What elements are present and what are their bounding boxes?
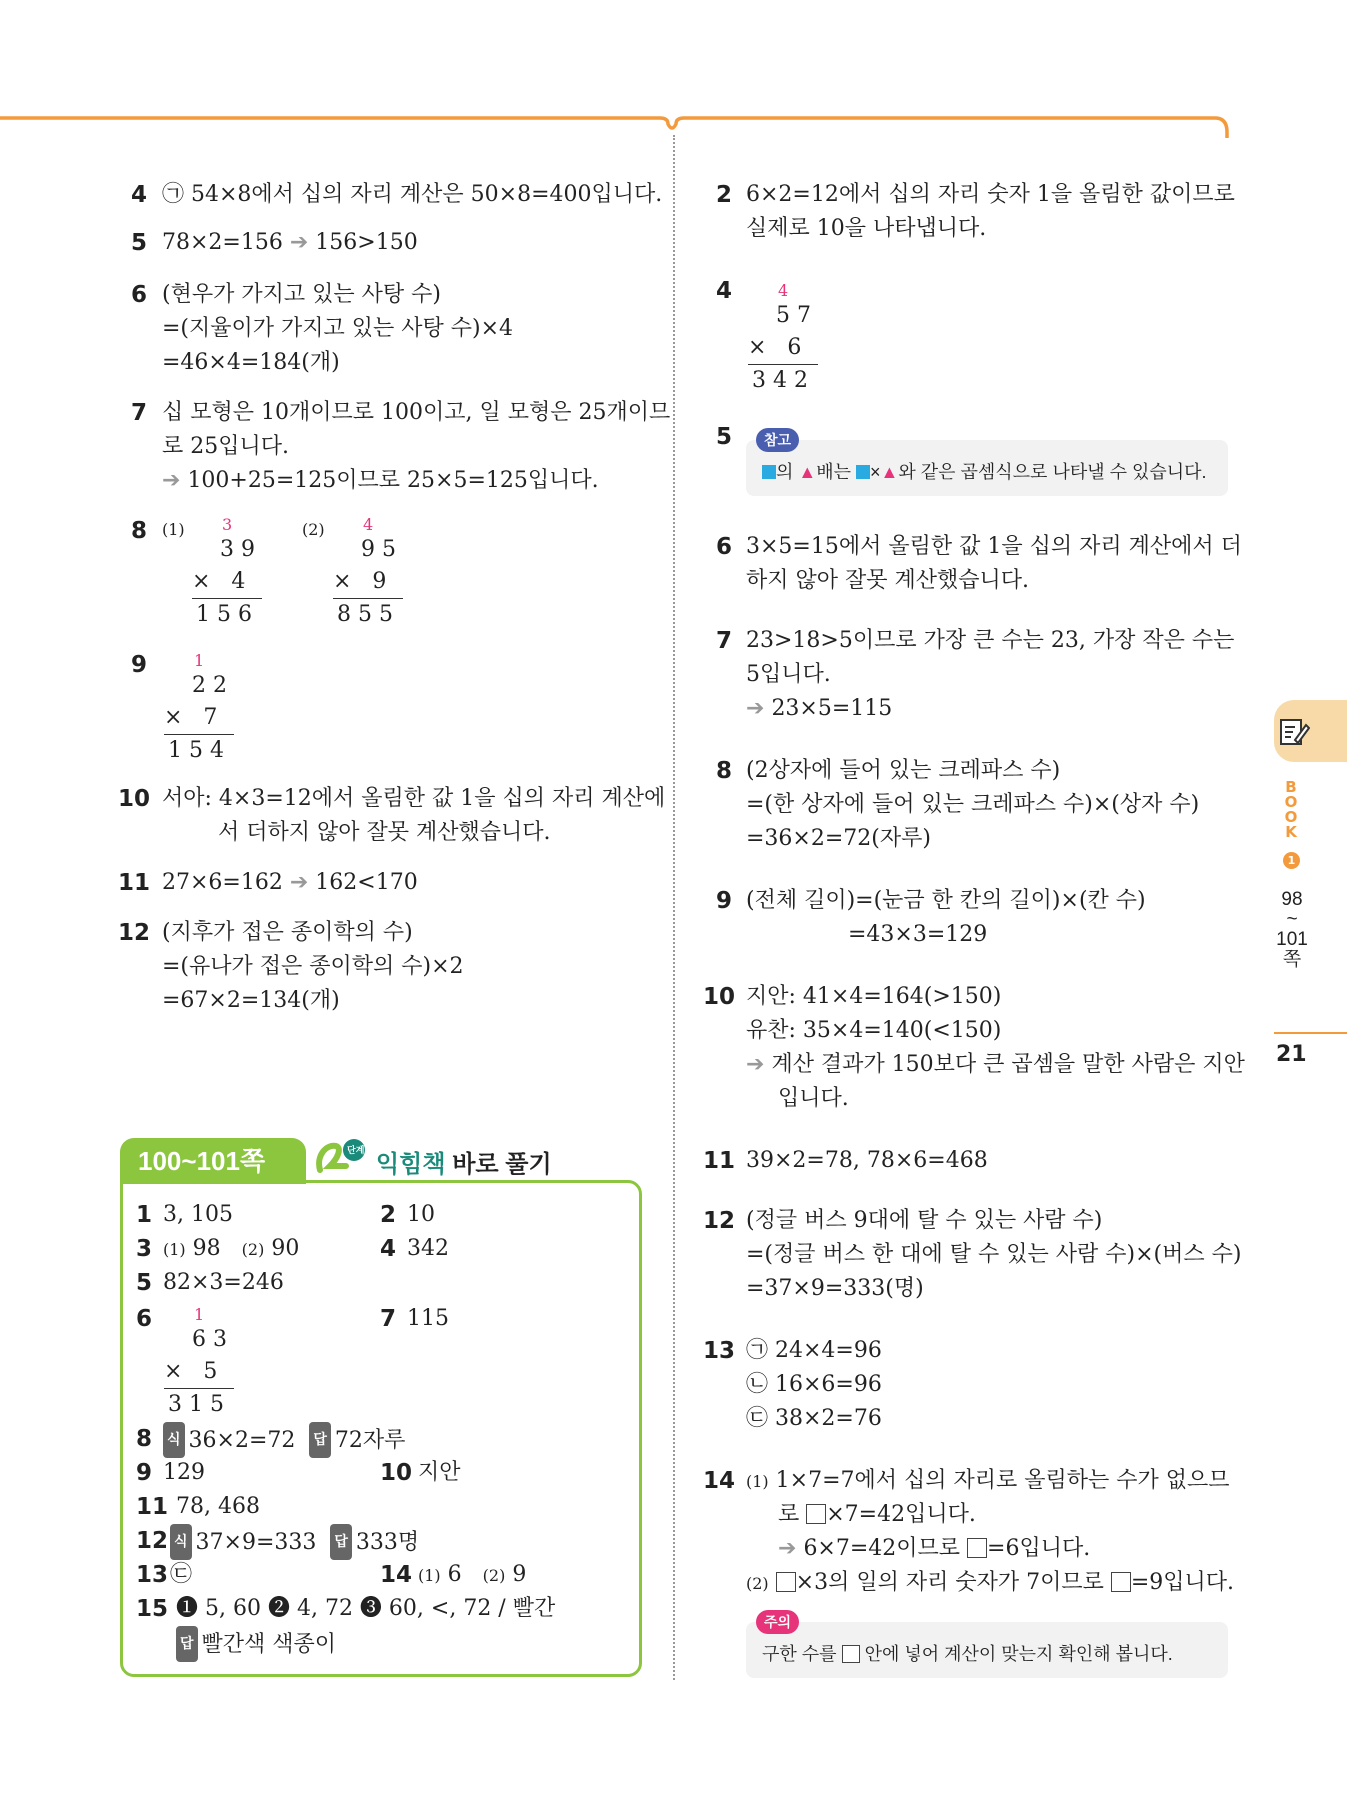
a15-answer (176, 1626, 336, 1662)
r8-line2: =(한 상자에 들어 있는 크레파스 수)×(상자 수) (746, 792, 1200, 817)
formula-tag: 식 (163, 1422, 185, 1458)
a2-number: 2 (380, 1202, 397, 1228)
q12-number: 12 (118, 920, 151, 946)
r9-line1: (전체 길이)=(눈금 한 칸의 길이)×(칸 수) (746, 888, 1146, 913)
arrow-icon: ➔ (746, 696, 765, 721)
a8-answer: 72자루 (334, 1428, 406, 1453)
pink-triangle-icon: ▲ (880, 462, 899, 482)
note-text: × (870, 462, 881, 482)
r6-line2: 하지 않아 잘못 계산했습니다. (746, 568, 1029, 593)
r7-line2: 5입니다. (746, 662, 831, 687)
a1-number: 1 (136, 1202, 153, 1228)
a9-number: 9 (136, 1460, 153, 1486)
r10-number: 10 (703, 984, 736, 1010)
r6-number: 6 (716, 534, 733, 560)
r4-number: 4 (716, 278, 733, 304)
q5-text (162, 226, 418, 260)
blank-box-icon (806, 1504, 826, 1524)
q12-line1: (지후가 접은 종이학의 수) (162, 920, 413, 945)
q11-compare: 162<170 (315, 870, 418, 895)
reference-badge: 참고 (756, 428, 799, 452)
r14-text: 로 (778, 1502, 807, 1527)
a13-value: ㉢ (170, 1562, 193, 1587)
blank-box-icon (967, 1538, 987, 1558)
r13-line3: ㉢ 38×2=76 (746, 1406, 882, 1431)
q11-number: 11 (118, 870, 151, 896)
part-label: (1) (163, 1240, 186, 1259)
a3-v2: 90 (271, 1236, 300, 1261)
mul-top: 6 3 (192, 1327, 227, 1352)
q11-expr: 27×6=162 (162, 870, 283, 895)
r12-number: 12 (703, 1208, 736, 1234)
arrow-icon: ➔ (162, 468, 181, 493)
mul-result: 8 5 5 (337, 602, 393, 627)
a4-number: 4 (380, 1236, 397, 1262)
mul-result: 1 5 4 (168, 738, 224, 763)
a12-answer: 333명 (355, 1530, 420, 1555)
r14-line4 (746, 1566, 1234, 1601)
q8-part1-multiplication (192, 516, 262, 631)
r12-line2: =(정글 버스 한 대에 탈 수 있는 사람 수)×(버스 수) (746, 1242, 1242, 1267)
note-text: 와 같은 곱셈식으로 나타낼 수 있습니다. (898, 462, 1207, 482)
blue-square-icon (762, 465, 776, 479)
q10-line1: 서아: 4×3=12에서 올림한 값 1을 십의 자리 계산에 (162, 786, 666, 811)
r5-number: 5 (716, 424, 733, 450)
a7-number: 7 (380, 1306, 397, 1332)
a9-value: 129 (163, 1460, 205, 1485)
a14-number: 14 (380, 1562, 413, 1588)
r7-line3 (746, 692, 892, 726)
r14-line2 (778, 1498, 976, 1532)
blank-box-icon (776, 1572, 796, 1592)
carry-digit: 4 (778, 281, 789, 300)
page-end: 101 (1276, 929, 1308, 950)
r10-line2: 유찬: 35×4=140(<150) (746, 1018, 1002, 1043)
a12-number: 12 (136, 1528, 169, 1554)
a12-formula: 37×9=333 (195, 1530, 317, 1555)
r14-number: 14 (703, 1468, 736, 1494)
r7-line3-text: 23×5=115 (771, 696, 893, 721)
q10-line2: 서 더하지 않아 잘못 계산했습니다. (218, 820, 551, 845)
side-divider (1274, 1032, 1347, 1034)
arrow-icon: ➔ (778, 1536, 797, 1561)
r10-line1: 지안: 41×4=164(>150) (746, 984, 1002, 1009)
r2-number: 2 (716, 182, 733, 208)
q9-number: 9 (131, 652, 148, 678)
side-book-label: BOOK (1284, 778, 1298, 841)
r2-line1: 6×2=12에서 십의 자리 숫자 1을 올림한 값이므로 (746, 182, 1235, 207)
q7-number: 7 (131, 400, 148, 426)
part-label: (1) (418, 1566, 441, 1585)
a3-number: 3 (136, 1236, 153, 1262)
q7-line1: 십 모형은 10개이므로 100이고, 일 모형은 25개이므 (162, 400, 671, 425)
r11-number: 11 (703, 1148, 736, 1174)
r14-text: 6×7=42이므로 (803, 1536, 968, 1561)
answer-box-title (376, 1144, 552, 1179)
carry-digit: 3 (222, 515, 233, 534)
q8-part1-label: (1) (162, 520, 185, 539)
q6-number: 6 (131, 282, 148, 308)
arrow-icon: ➔ (289, 870, 309, 895)
r11-text: 39×2=78, 78×6=468 (746, 1148, 988, 1173)
page-start: 98 (1281, 889, 1303, 910)
q6-line3: =46×4=184(개) (162, 350, 340, 375)
mul-multiplier: × 7 (164, 705, 218, 730)
carry-digit: 1 (194, 651, 205, 670)
note-text: 배는 (816, 462, 856, 482)
q8-part2-multiplication (333, 516, 403, 631)
r14-line3 (778, 1532, 1090, 1566)
blue-square-icon (856, 465, 870, 479)
mul-result: 3 4 2 (752, 368, 808, 393)
mul-multiplier: × 4 (192, 569, 246, 594)
a2-value: 10 (407, 1202, 435, 1227)
r13-line1: ㉠ 24×4=96 (746, 1338, 882, 1363)
answer-tag: 답 (176, 1626, 198, 1662)
a7-value: 115 (407, 1306, 449, 1331)
a8-value (163, 1422, 405, 1458)
r9-number: 9 (716, 888, 733, 914)
r4-multiplication (748, 282, 818, 397)
r2-line2: 실제로 10을 나타냅니다. (746, 216, 987, 241)
q4-number: 4 (131, 182, 148, 208)
q12-line3: =67×2=134(개) (162, 988, 340, 1013)
q7-line3 (162, 464, 599, 498)
mul-multiplier: × 6 (748, 335, 802, 360)
q8-part2-label: (2) (302, 520, 325, 539)
r10-line3-text: 계산 결과가 150보다 큰 곱셈을 말한 사람은 지안 (771, 1052, 1245, 1077)
title-workbook: 익힘책 (376, 1151, 446, 1178)
arrow-icon: ➔ (746, 1052, 765, 1077)
mul-result: 1 5 6 (196, 602, 252, 627)
a8-formula: 36×2=72 (188, 1428, 296, 1453)
r14-line1 (746, 1464, 1230, 1499)
arrow-icon: ➔ (289, 230, 309, 255)
column-divider (673, 135, 675, 1680)
r14-caution-box (746, 1622, 1228, 1678)
r14-line1-text: 1×7=7에서 십의 자리로 올림하는 수가 없으므 (775, 1468, 1230, 1493)
q9-multiplication (164, 652, 234, 767)
a14-v1: 6 (447, 1562, 462, 1587)
r13-line2: ㉡ 16×6=96 (746, 1372, 882, 1397)
q11-text (162, 866, 418, 900)
q5-number: 5 (131, 230, 148, 256)
q4-text: ㉠ 54×8에서 십의 자리 계산은 50×8=400입니다. (162, 182, 663, 207)
side-page-range (1270, 890, 1314, 970)
a15-answer-text: 빨간색 색종이 (201, 1632, 337, 1657)
a6-multiplication (164, 1306, 234, 1421)
r14-text: =9입니다. (1130, 1570, 1235, 1595)
mul-multiplier: × 5 (164, 1359, 218, 1384)
a5-value: 82×3=246 (163, 1270, 284, 1295)
q12-line2: =(유나가 접은 종이학의 수)×2 (162, 954, 464, 979)
a8-number: 8 (136, 1426, 153, 1452)
a3-value (163, 1232, 299, 1267)
pink-triangle-icon: ▲ (798, 462, 817, 482)
r5-note-box (746, 440, 1228, 496)
mul-top: 2 2 (192, 673, 227, 698)
r14-text: =6입니다. (987, 1536, 1091, 1561)
carry-digit: 4 (363, 515, 374, 534)
r12-line1: (정글 버스 9대에 탈 수 있는 사람 수) (746, 1208, 1103, 1233)
a15-number: 15 (136, 1596, 169, 1622)
q6-line2: =(지율이가 가지고 있는 사탕 수)×4 (162, 316, 514, 341)
q7-line2: 로 25입니다. (162, 434, 289, 459)
a14-value (418, 1558, 526, 1593)
a12-value (170, 1524, 419, 1560)
a11-number: 11 (136, 1494, 169, 1520)
a11-value: 78, 468 (176, 1494, 260, 1519)
formula-tag: 식 (170, 1524, 192, 1560)
r12-line3: =37×9=333(명) (746, 1276, 924, 1301)
title-quick: 바로 풀기 (445, 1151, 552, 1178)
page-tilde: ~ (1286, 909, 1298, 930)
q8-number: 8 (131, 518, 148, 544)
r10-line3 (746, 1048, 1245, 1082)
a5-number: 5 (136, 1270, 153, 1296)
a10-number: 10 (380, 1460, 413, 1486)
answer-tag: 답 (309, 1422, 331, 1458)
r14-text: ×3의 일의 자리 숫자가 7이므로 (795, 1570, 1111, 1595)
page-unit: 쪽 (1282, 949, 1302, 970)
part-label: (2) (241, 1240, 265, 1259)
blank-box-icon (842, 1645, 860, 1663)
part-label: (2) (746, 1574, 769, 1593)
r8-line3: =36×2=72(자루) (746, 826, 931, 851)
r8-line1: (2상자에 들어 있는 크레파스 수) (746, 758, 1061, 783)
a10-value: 지안 (418, 1460, 461, 1485)
side-book-number: 1 (1283, 852, 1300, 869)
q5-compare: 156>150 (315, 230, 418, 255)
r7-number: 7 (716, 628, 733, 654)
a13-number: 13 (136, 1562, 169, 1588)
part-label: (1) (746, 1472, 769, 1491)
a3-v1: 98 (192, 1236, 221, 1261)
r9-line2: =43×3=129 (848, 922, 988, 947)
a1-value: 3, 105 (163, 1202, 233, 1227)
mul-multiplier: × 9 (333, 569, 387, 594)
q6-line1: (현우가 가지고 있는 사탕 수) (162, 282, 441, 307)
notebook-pencil-icon (1278, 716, 1310, 748)
a15-value: ❶ 5, 60 ❷ 4, 72 ❸ 60, <, 72 / 빨간 (176, 1596, 556, 1621)
note-text: 구한 수를 (762, 1644, 842, 1664)
note-text: 안에 넣어 계산이 맞는지 확인해 봅니다. (859, 1644, 1173, 1664)
a14-v2: 9 (512, 1562, 527, 1587)
mul-top: 3 9 (220, 537, 255, 562)
q10-number: 10 (118, 786, 151, 812)
note-text: 의 (776, 462, 799, 482)
carry-digit: 1 (194, 1305, 205, 1324)
step-label: 단계 (347, 1145, 365, 1155)
r10-line4: 입니다. (778, 1086, 849, 1111)
answer-tag: 답 (330, 1524, 352, 1560)
mul-top: 5 7 (776, 303, 811, 328)
a6-number: 6 (136, 1306, 153, 1332)
answer-box-tab: 100~101쪽 (120, 1138, 306, 1184)
a4-value: 342 (407, 1236, 449, 1261)
header-rule (0, 108, 1240, 148)
r7-line1: 23>18>5이므로 가장 큰 수는 23, 가장 작은 수는 (746, 628, 1235, 653)
mul-top: 9 5 (361, 537, 396, 562)
caution-badge: 주의 (756, 1610, 799, 1634)
page-number: 21 (1276, 1042, 1307, 1067)
r13-number: 13 (703, 1338, 736, 1364)
r14-text: ×7=42입니다. (826, 1502, 976, 1527)
mul-result: 3 1 5 (168, 1392, 224, 1417)
r6-line1: 3×5=15에서 올림한 값 1을 십의 자리 계산에서 더 (746, 534, 1242, 559)
q5-expr: 78×2=156 (162, 230, 283, 255)
r8-number: 8 (716, 758, 733, 784)
blank-box-icon (1111, 1572, 1131, 1592)
q7-line3-text: 100+25=125이므로 25×5=125입니다. (187, 468, 599, 493)
part-label: (2) (482, 1566, 506, 1585)
